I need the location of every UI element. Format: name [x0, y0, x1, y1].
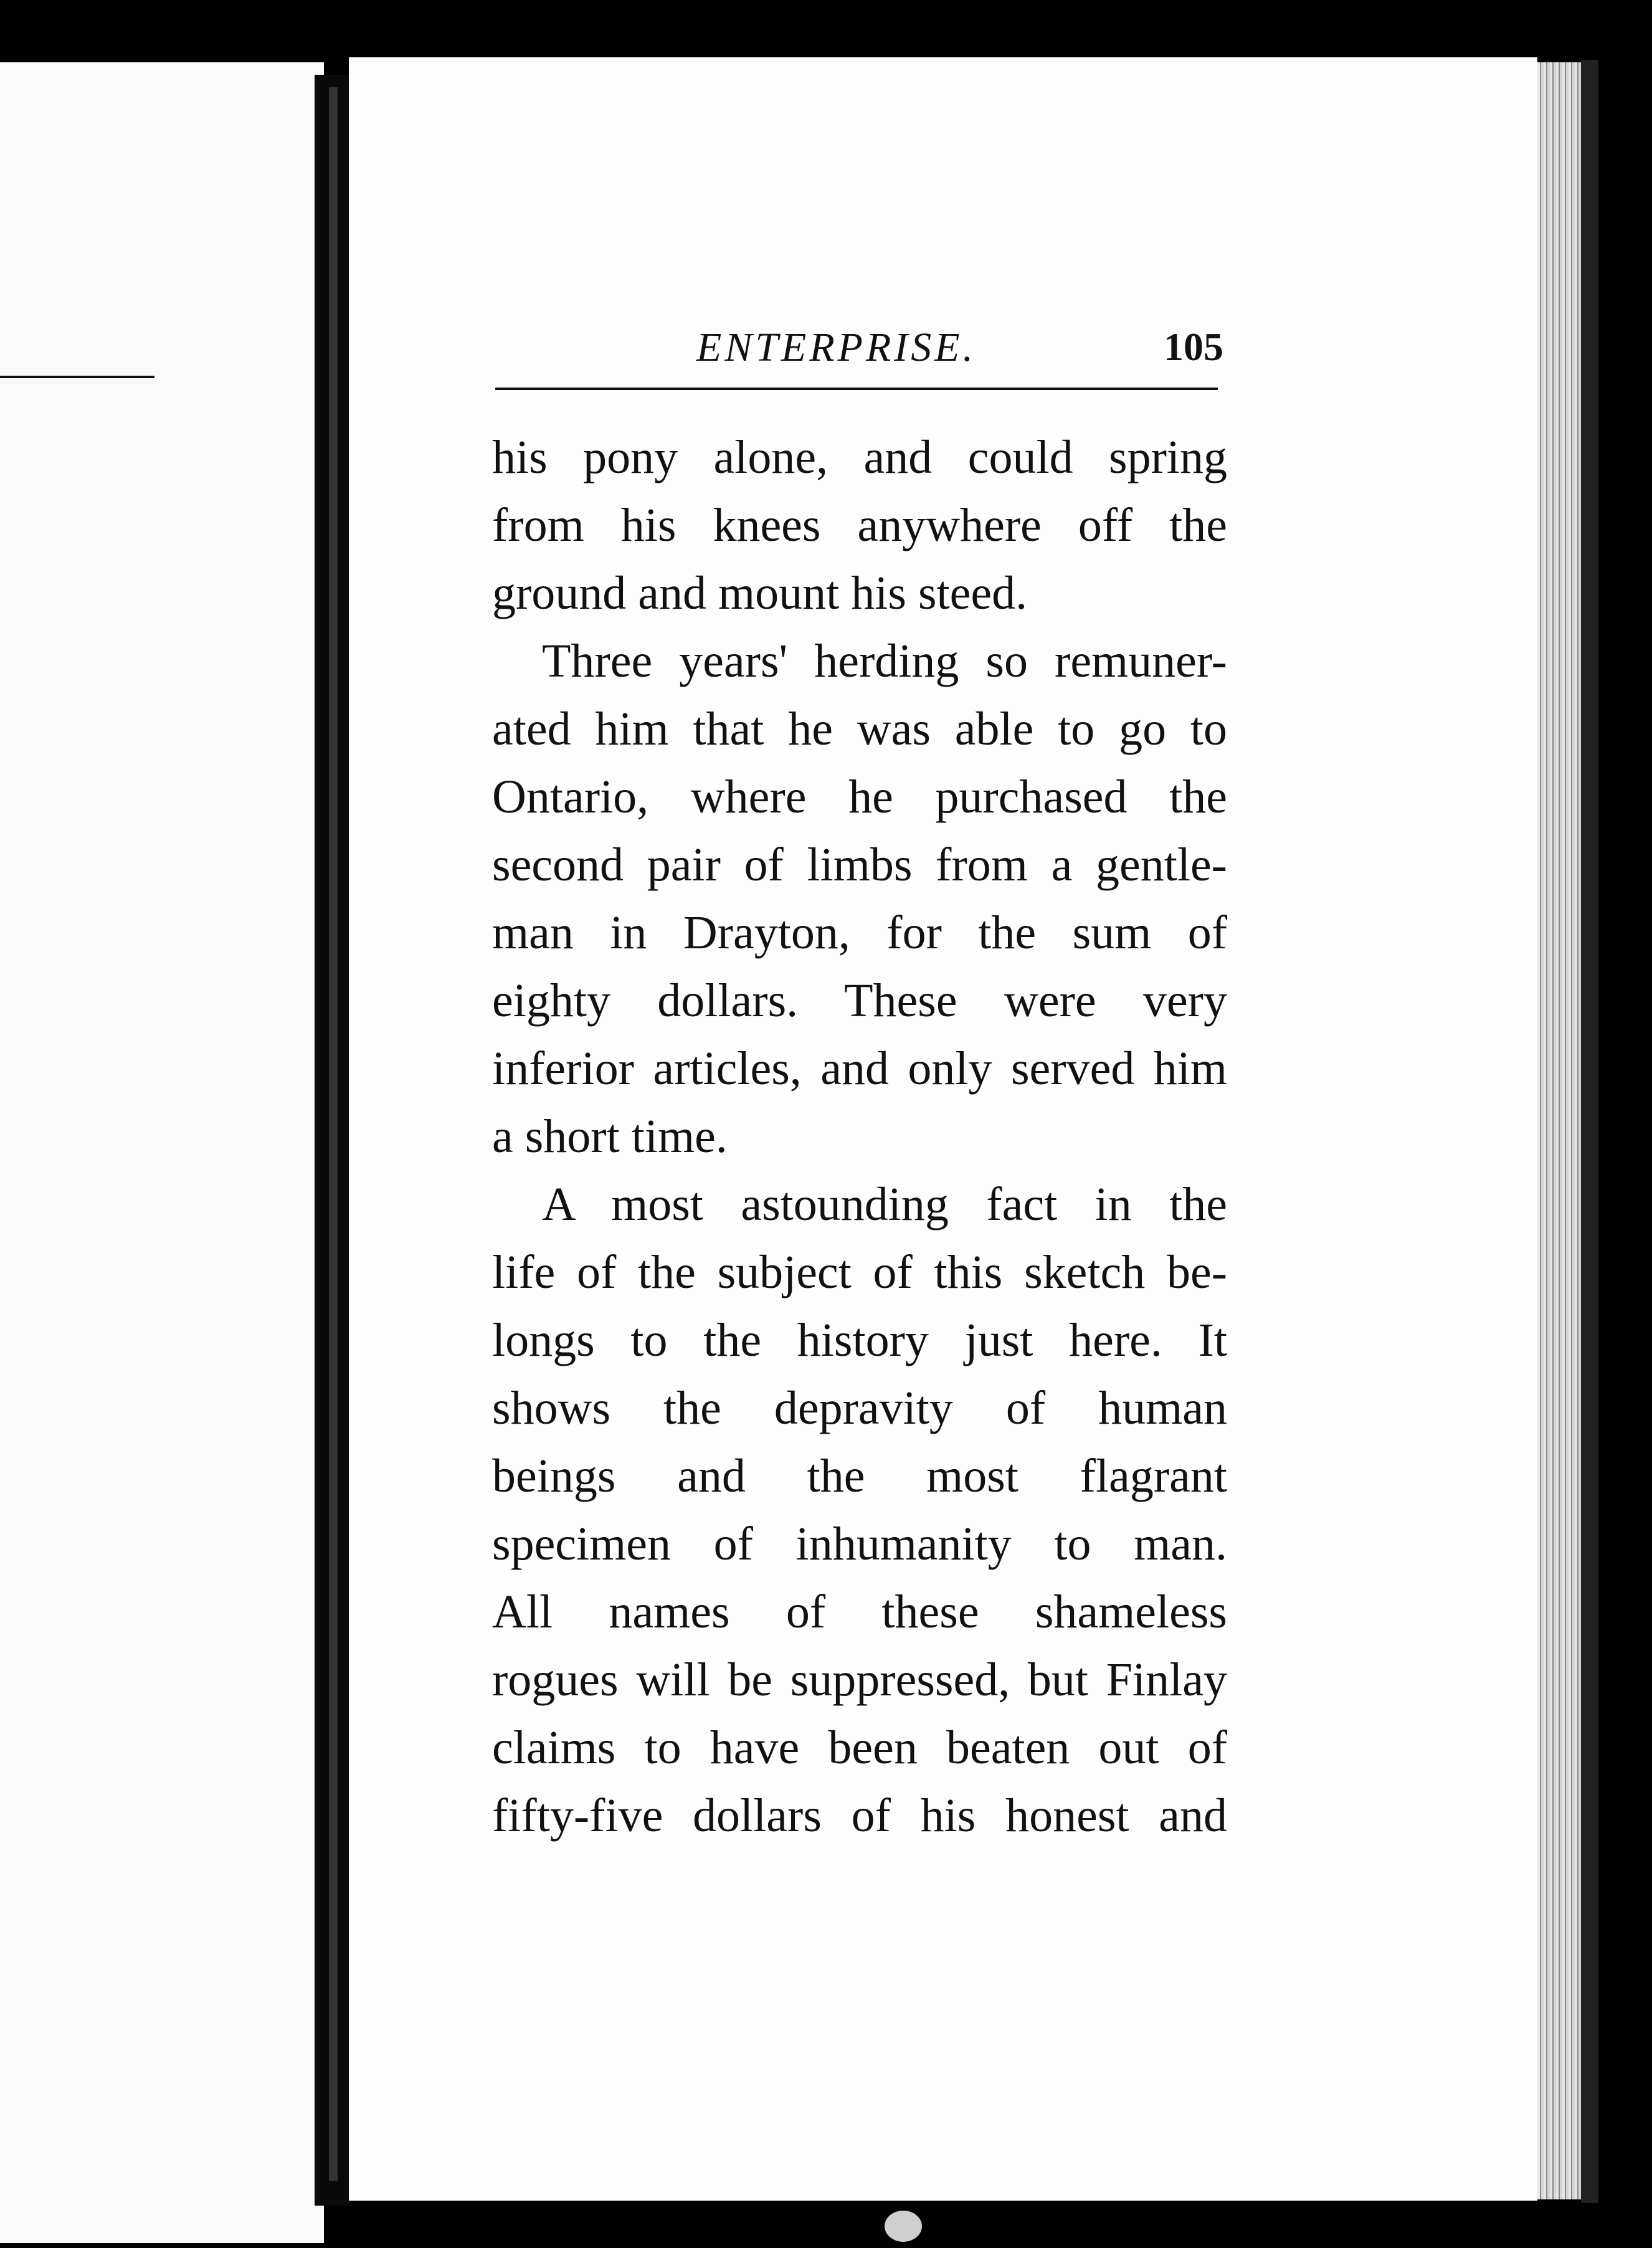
- text-line: inferior articles, and only served him: [492, 1042, 1227, 1095]
- text-line: ated him that he was able to go to: [492, 703, 1227, 755]
- header-rule: [495, 388, 1218, 390]
- page-stack-edges: [1537, 62, 1581, 2199]
- text-line: Three years' herding so remuner-: [542, 635, 1227, 687]
- body-text: [492, 424, 1227, 1850]
- page-number: 105: [1164, 325, 1223, 369]
- text-line: man in Drayton, for the sum of: [492, 907, 1227, 959]
- book-cover-edge: [1581, 60, 1598, 2203]
- text-line: specimen of inhumanity to man.: [492, 1518, 1227, 1570]
- text-line: longs to the history just here. It: [492, 1314, 1227, 1366]
- text-line: fifty-five dollars of his honest and: [492, 1789, 1227, 1842]
- left-page-rule: [0, 376, 154, 378]
- text-line: eighty dollars. These were very: [492, 974, 1227, 1027]
- text-line: from his knees anywhere off the: [492, 499, 1227, 551]
- text-line: shows the depravity of human: [492, 1382, 1227, 1434]
- running-head: ENTERPRISE.: [696, 325, 977, 370]
- scan-artifact: [885, 2211, 922, 2242]
- text-line: All names of these shameless: [492, 1586, 1227, 1638]
- text-line: rogues will be suppressed, but Finlay: [492, 1654, 1227, 1706]
- text-line: life of the subject of this sketch be-: [492, 1246, 1227, 1298]
- left-page-fragment: [0, 62, 324, 2243]
- text-line: claims to have been beaten out of: [492, 1722, 1227, 1774]
- text-line: second pair of limbs from a gentle-: [492, 839, 1227, 891]
- text-line: Ontario, where he purchased the: [492, 771, 1227, 823]
- text-line: a short time.: [492, 1110, 728, 1163]
- text-line: ground and mount his steed.: [492, 567, 1028, 619]
- text-line: beings and the most flagrant: [492, 1450, 1227, 1502]
- gutter-edge: [329, 87, 338, 2181]
- text-line: his pony alone, and could spring: [492, 431, 1227, 483]
- text-line: A most astounding fact in the: [542, 1178, 1227, 1231]
